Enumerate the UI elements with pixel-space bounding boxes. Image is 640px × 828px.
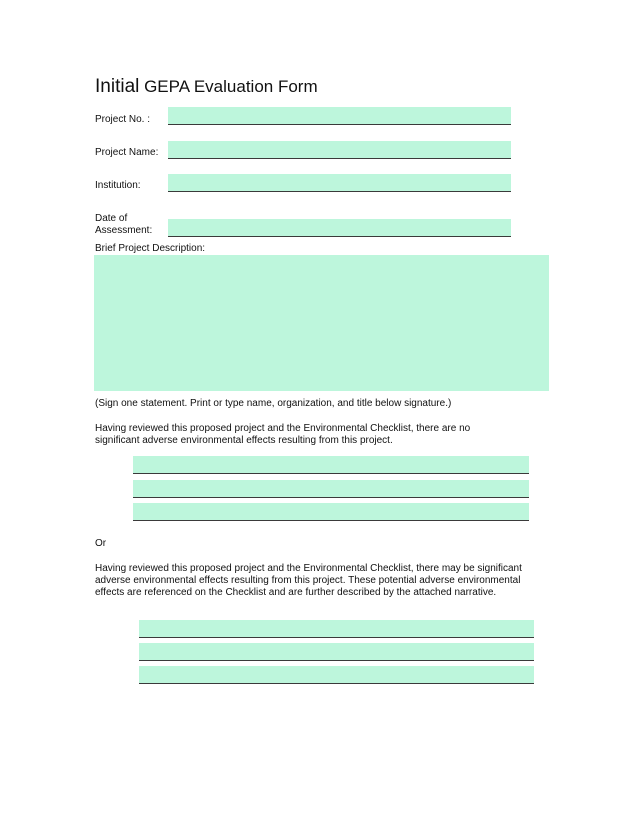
institution-input[interactable] [168,174,511,192]
signature-line-one-1[interactable] [133,456,529,474]
date-label-line1: Date of [95,213,128,224]
date-label-line2: Assessment: [95,225,153,236]
signature-line-two-2[interactable] [139,643,534,661]
signature-line-one-3[interactable] [133,503,529,521]
form-title-first-word: Initial [95,76,140,97]
project-name-label: Project Name: [95,147,159,158]
date-of-assessment-label [95,213,152,237]
brief-description-textarea[interactable] [94,255,549,391]
statement-no-effects: Having reviewed this proposed project and the Environmental Checklist, there are no significant adverse environmental effects resulting from this project. [95,423,471,446]
project-no-input[interactable] [168,107,511,125]
project-no-label: Project No. : [95,114,151,125]
signature-line-one-2[interactable] [133,480,529,498]
date-of-assessment-input[interactable] [168,219,511,237]
statement-possible-effects: Having reviewed this proposed project and the Environmental Checklist, there may be significant adverse environmental effects resulting from this project. These potential adverse environmental effects are referenced on the Checklist and are further described by the attached narrative. [95,563,522,598]
signature-line-two-1[interactable] [139,620,534,638]
or-label: Or [95,538,107,549]
form-title-rest: GEPA Evaluation Form [139,77,318,96]
project-name-input[interactable] [168,141,511,159]
form-title [95,76,318,98]
institution-label: Institution: [95,180,141,191]
signature-instruction: (Sign one statement. Print or type name, organization, and title below signature.) [95,398,452,409]
signature-line-two-3[interactable] [139,666,534,684]
brief-description-label: Brief Project Description: [95,243,206,254]
